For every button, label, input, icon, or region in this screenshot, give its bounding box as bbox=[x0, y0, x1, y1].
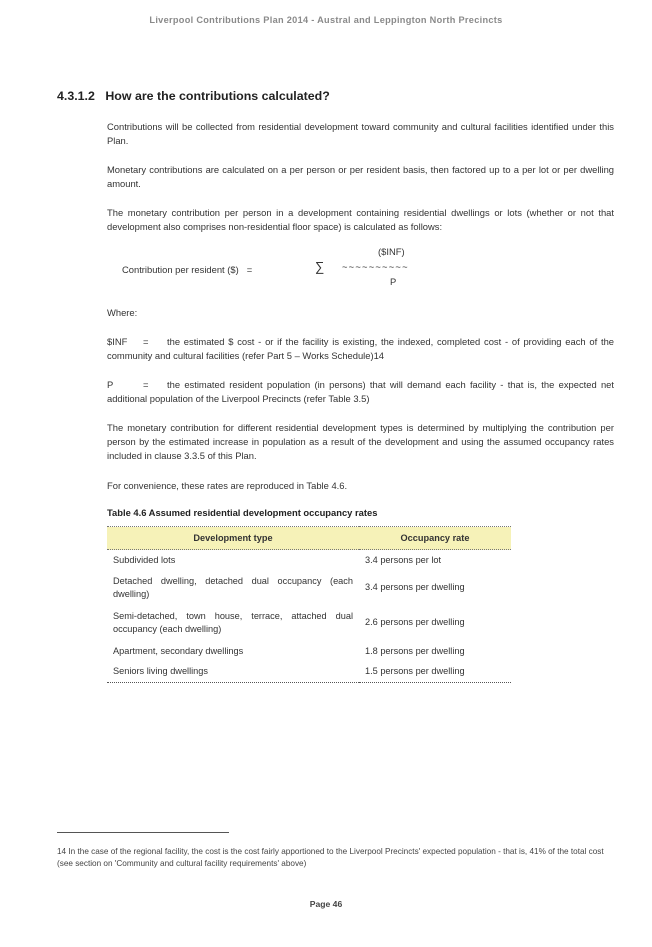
section-number: 4.3.1.2 bbox=[57, 89, 95, 103]
cell-development-type: Semi-detached, town house, terrace, attached dual occupancy (each dwelling) bbox=[113, 610, 353, 634]
table-row bbox=[107, 550, 511, 571]
footnote: 14 In the case of the regional facility, the cost is the cost fairly apportioned to the Liverpool Precincts' expected population - that is, 41% of the total cost (see section on 'Community and cultural facility requirements' above) bbox=[57, 847, 604, 868]
definition-term: P bbox=[107, 379, 114, 390]
footnote-divider bbox=[57, 832, 229, 833]
cell-development-type: Subdivided lots bbox=[113, 554, 176, 565]
table-row bbox=[107, 662, 511, 683]
definition-equals: = bbox=[143, 336, 149, 347]
table-header-row bbox=[107, 527, 511, 550]
formula-denominator: P bbox=[390, 276, 397, 287]
table-row bbox=[107, 641, 511, 662]
paragraph-where: Where: bbox=[107, 307, 138, 318]
cell-occupancy-rate: 2.6 persons per dwelling bbox=[365, 617, 465, 627]
paragraph-monetary: Monetary contributions are calculated on a per person or per resident basis, then factored up to a per lot or per dwelling amount. bbox=[107, 164, 614, 189]
column-header-development-type: Development type bbox=[107, 527, 359, 550]
cell-occupancy-rate: 1.5 persons per dwelling bbox=[359, 662, 511, 683]
table-row bbox=[107, 605, 511, 641]
cell-development-type: Apartment, secondary dwellings bbox=[113, 645, 244, 656]
section-heading bbox=[57, 89, 330, 103]
section-title: How are the contributions calculated? bbox=[105, 89, 330, 103]
formula-numerator: ($INF) bbox=[378, 246, 405, 257]
cell-development-type: Seniors living dwellings bbox=[107, 662, 359, 683]
cell-development-type: Detached dwelling, detached dual occupancy (each dwelling) bbox=[113, 575, 353, 599]
paragraph-calculation: The monetary contribution per person in a development containing residential dwellings or lots (whether or not that development also comprises non-residential floor space) is calculated as follows: bbox=[107, 207, 614, 232]
cell-occupancy-rate: 3.4 persons per lot bbox=[365, 554, 442, 565]
cell-occupancy-rate: 1.8 persons per dwelling bbox=[365, 645, 465, 656]
formula-label bbox=[122, 264, 252, 275]
paragraph-intro: Contributions will be collected from residential development toward community and cultural facilities identified under this Plan. bbox=[107, 121, 614, 146]
table-caption: Table 4.6 Assumed residential development occupancy rates bbox=[107, 507, 378, 518]
definition-inf bbox=[107, 335, 614, 363]
definition-text: the estimated $ cost - or if the facility is existing, the indexed, completed cost - of providing each of the community and cultural facilities (refer Part 5 – Works Schedule)14 bbox=[107, 336, 614, 361]
definition-equals: = bbox=[143, 379, 149, 390]
paragraph-occupancy: The monetary contribution for different residential development types is determined by multiplying the contribution per person by the estimated increase in population as a result of the development and using the assumed occupancy rates included in clause 3.3.5 of this Plan. bbox=[107, 422, 614, 461]
formula-fraction-line: ~~~~~~~~~~ bbox=[342, 261, 409, 272]
page-number: Page 46 bbox=[309, 899, 343, 909]
running-header: Liverpool Contributions Plan 2014 - Austral and Leppington North Precincts bbox=[149, 15, 503, 25]
definition-text: the estimated resident population (in persons) that will demand each facility - that is, the expected net additional population of the Liverpool Precincts (refer Table 3.5) bbox=[107, 379, 614, 404]
formula-label-text: Contribution per resident ($) bbox=[122, 264, 239, 275]
cell-occupancy-rate: 3.4 persons per dwelling bbox=[365, 582, 465, 592]
definition-p bbox=[107, 378, 614, 406]
paragraph-convenience: For convenience, these rates are reproduced in Table 4.6. bbox=[107, 480, 348, 491]
formula-equals: = bbox=[246, 264, 253, 275]
column-header-occupancy-rate: Occupancy rate bbox=[359, 527, 511, 550]
sigma-symbol: ∑ bbox=[315, 259, 325, 274]
definition-term: $INF bbox=[107, 336, 128, 347]
table-row bbox=[107, 571, 511, 605]
occupancy-table bbox=[107, 526, 511, 683]
